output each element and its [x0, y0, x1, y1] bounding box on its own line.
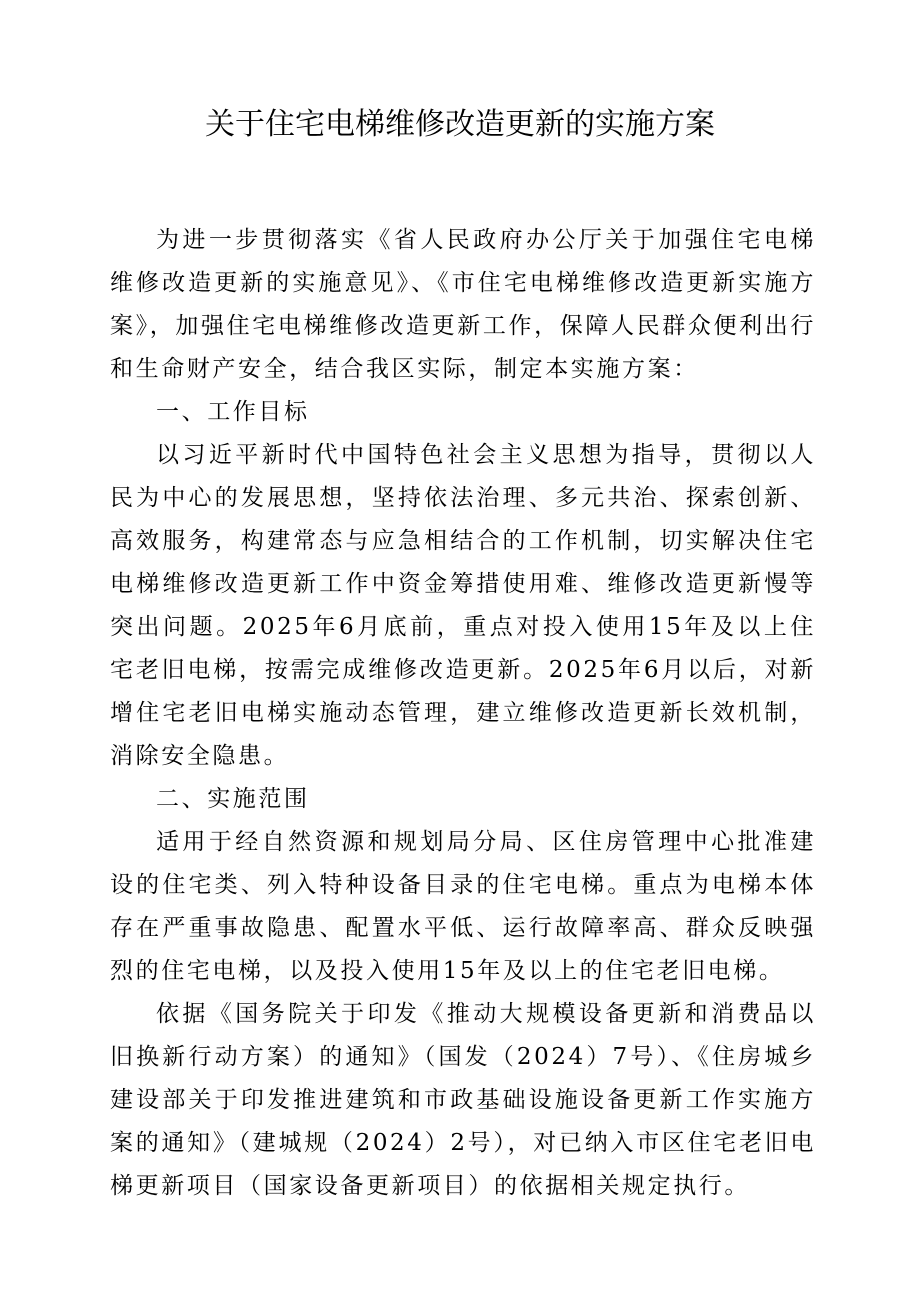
work-goals-paragraph: 以习近平新时代中国特色社会主义思想为指导，贯彻以人民为中心的发展思想，坚持依法治理、多元共治、探索创新、高效服务，构建常态与应急相结合的工作机制，切实解决住宅电梯维修改造更新工作中资金筹措使用难、维修改造更新慢等突出问题。2025年6月底前，重点对投入使用15年及以上住宅老旧电梯，按需完成维修改造更新。2025年6月以后，对新增住宅老旧电梯实施动态管理，建立维修改造更新长效机制，消除安全隐患。	[110, 442, 816, 769]
intro-paragraph: 为进一步贯彻落实《省人民政府办公厅关于加强住宅电梯维修改造更新的实施意见》、《市住宅电梯维修改造更新实施方案》，加强住宅电梯维修改造更新工作，保障人民群众便利出行和生命财产安全，结合我区实际，制定本实施方案：	[110, 227, 816, 382]
document-body	[110, 219, 816, 1208]
section-heading-scope: 二、实施范围	[156, 786, 310, 812]
section-heading-work-goals: 一、工作目标	[156, 399, 310, 425]
document-title: 关于住宅电梯维修改造更新的实施方案	[205, 107, 715, 142]
scope-paragraph: 适用于经自然资源和规划局分局、区住房管理中心批准建设的住宅类、列入特种设备目录的住宅电梯。重点为电梯本体存在严重事故隐患、配置水平低、运行故障率高、群众反映强烈的住宅电梯，以及投入使用15年及以上的住宅老旧电梯。	[110, 829, 816, 984]
basis-paragraph: 依据《国务院关于印发《推动大规模设备更新和消费品以旧换新行动方案）的通知》（国发（2024）7号）、《住房城乡建设部关于印发推进建筑和市政基础设施设备更新工作实施方案的通知》（建城规（2024）2号），对已纳入市区住宅老旧电梯更新项目（国家设备更新项目）的依据相关规定执行。	[110, 1001, 816, 1199]
